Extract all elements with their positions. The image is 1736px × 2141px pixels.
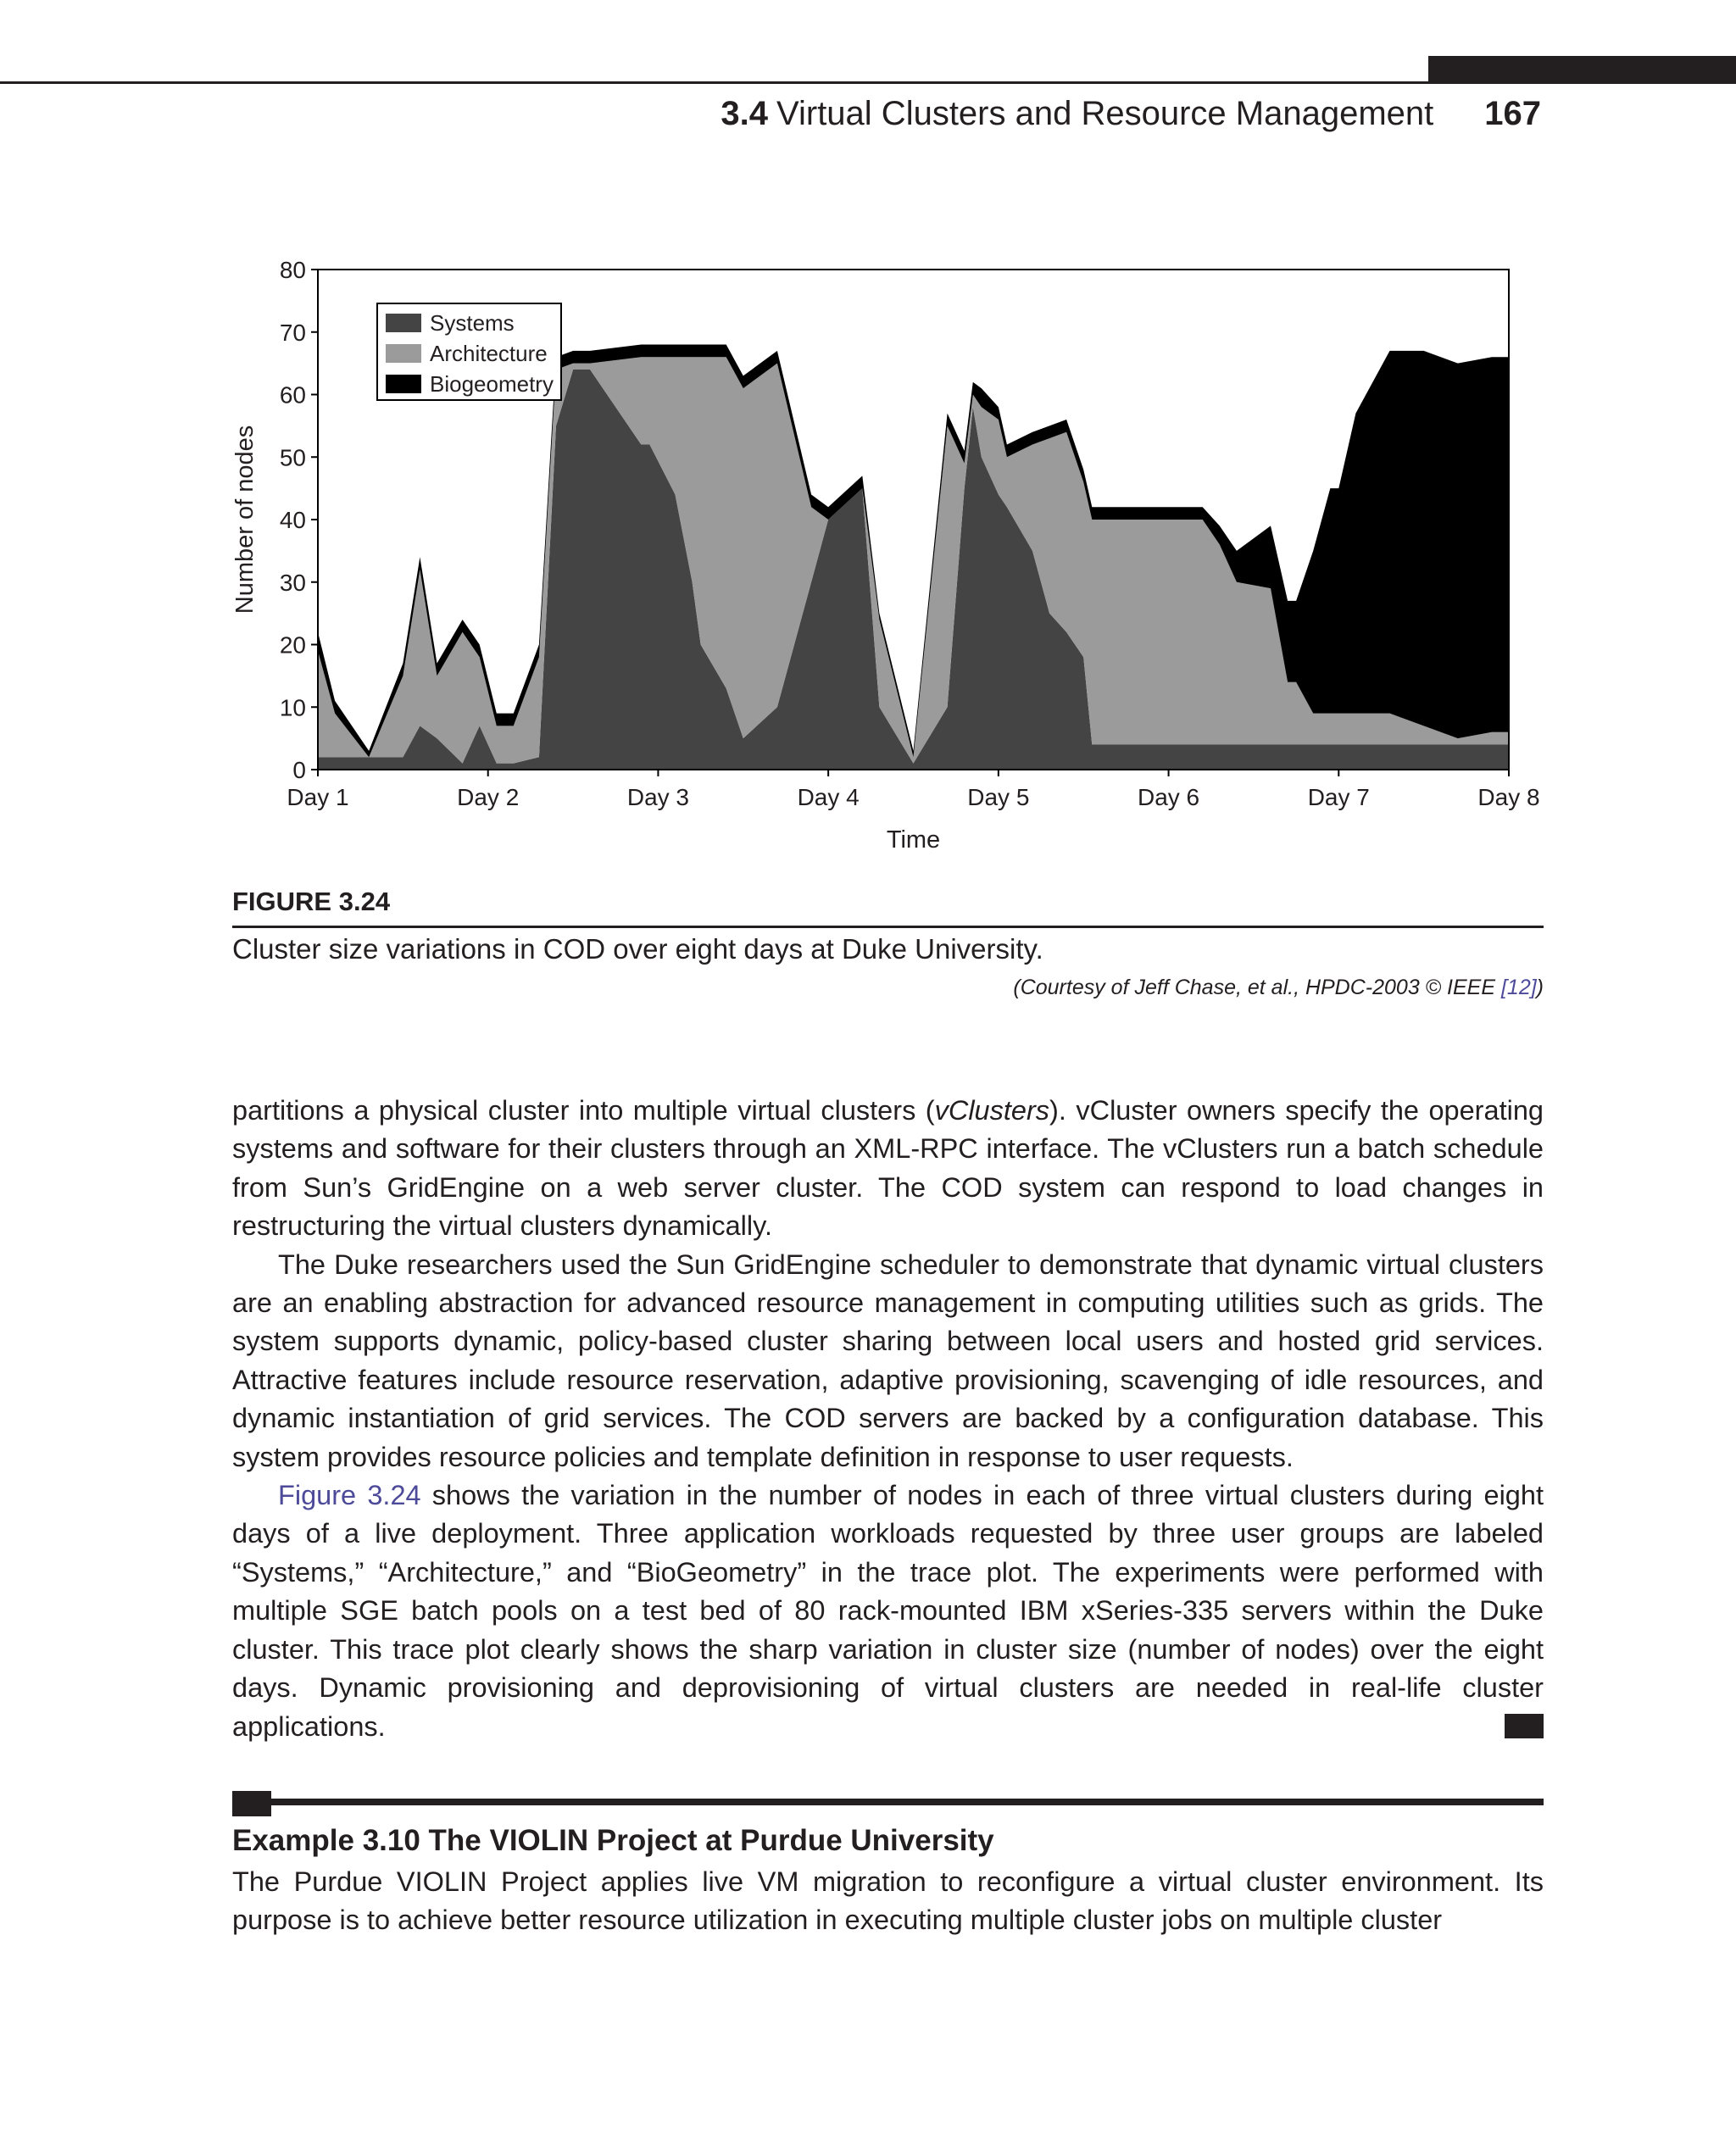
y-tick-label: 10 <box>279 694 306 721</box>
credit-text: Courtesy of Jeff Chase, et al., HPDC-2003 © IEEE <box>1020 976 1501 999</box>
p1-italic: vClusters <box>934 1095 1050 1126</box>
example-end-mark <box>1505 1714 1544 1738</box>
x-tick-label: Day 2 <box>457 784 520 810</box>
p3-text: shows the variation in the number of nodes in each of three virtual clusters during eight days of a live deployment. Three application workloads requested by three user groups are labeled “Systems,” “Architecture,” and “BioGeometry” in the trace plot. The experiments were performed with multiple SGE batch pools on a test bed of 80 rack-mounted IBM xSeries-335 servers within the Duke cluster. This trace plot clearly shows the sharp variation in cluster size (number of nodes) over the eight days. Dynamic provisioning and deprovisioning of virtual clusters are needed in real-life cluster applications. <box>232 1480 1544 1742</box>
area-biogeometry <box>318 345 1509 758</box>
x-tick-label: Day 4 <box>797 784 860 810</box>
page-number: 167 <box>1484 95 1541 132</box>
credit-close: ) <box>1536 976 1544 999</box>
x-tick-label: Day 6 <box>1137 784 1200 810</box>
x-axis-label: Time <box>886 826 941 854</box>
example-paragraph: The Purdue VIOLIN Project applies live VM migration to reconfigure a virtual cluster environment. Its purpose is to achieve better resource utilization in executing multiple cluster jobs on multiple cluster <box>232 1866 1544 1936</box>
legend-label-biogeometry: Biogeometry <box>430 371 554 397</box>
example-rule <box>232 1799 1544 1805</box>
legend-swatch-systems <box>386 314 421 332</box>
paragraph-2: The Duke researchers used the Sun GridEngine scheduler to demonstrate that dynamic virtual clusters are an enabling abstraction for advanced resource management in computing utilities such as grids. The system supports dynamic, policy-based cluster sharing between local users and hosted grid services. Attractive features include resource reservation, adaptive provisioning, scavenging of idle resources, and dynamic instantiation of grid services. The COD servers are backed by a configuration database. This system provides resource policies and template definition in response to user requests. <box>232 1248 1544 1472</box>
legend <box>377 303 561 400</box>
running-head <box>721 95 1541 133</box>
y-tick-label: 40 <box>279 507 306 533</box>
x-tick-label: Day 3 <box>626 784 690 810</box>
y-axis-label: Number of nodes <box>231 425 259 614</box>
y-tick-label: 30 <box>279 569 306 596</box>
top-corner-block <box>1428 56 1736 84</box>
section-title: Virtual Clusters and Resource Management <box>776 95 1434 132</box>
y-tick-label: 80 <box>279 257 306 283</box>
y-tick-label: 20 <box>279 631 306 659</box>
figure-rule <box>232 926 1544 928</box>
y-tick-label: 0 <box>292 757 306 783</box>
top-rule <box>0 81 1428 84</box>
body-text <box>232 1092 1544 1746</box>
legend-label-systems: Systems <box>430 310 515 336</box>
y-tick-label: 70 <box>279 319 306 346</box>
legend-label-architecture: Architecture <box>430 341 548 366</box>
cluster-size-chart <box>212 250 1568 877</box>
credit-open: ( <box>1013 976 1021 999</box>
example-text <box>232 1863 1544 1940</box>
legend-swatch-architecture <box>386 344 421 363</box>
figure-label: FIGURE 3.24 <box>232 887 391 916</box>
p1-start: partitions a physical cluster into multiple virtual clusters ( <box>232 1095 935 1126</box>
credit-reference-link[interactable]: [12] <box>1500 976 1537 999</box>
section-number: 3.4 <box>721 95 769 132</box>
paragraph-3 <box>232 1476 1544 1746</box>
x-tick-label: Day 7 <box>1307 784 1370 810</box>
x-tick-label: Day 1 <box>287 784 349 810</box>
x-tick-label: Day 8 <box>1477 784 1540 810</box>
x-tick-label: Day 5 <box>967 784 1030 810</box>
paragraph-1 <box>232 1092 1544 1246</box>
figure-reference-link[interactable]: Figure 3.24 <box>278 1480 421 1511</box>
figure-caption: Cluster size variations in COD over eight days at Duke University. <box>232 933 1043 965</box>
y-tick-label: 50 <box>279 444 306 471</box>
example-title: Example 3.10 The VIOLIN Project at Purdue University <box>232 1824 994 1857</box>
y-tick-label: 60 <box>279 381 306 409</box>
p1-rest: ). vCluster owners specify the operating systems and software for their clusters through an XML-RPC interface. The vClusters run a batch schedule from Sun’s GridEngine on a web server cluster. The COD system can respond to load changes in restructuring the virtual clusters dynamically. <box>232 1095 1544 1242</box>
figure-credit <box>1013 976 1544 1000</box>
legend-swatch-biogeometry <box>386 375 421 393</box>
